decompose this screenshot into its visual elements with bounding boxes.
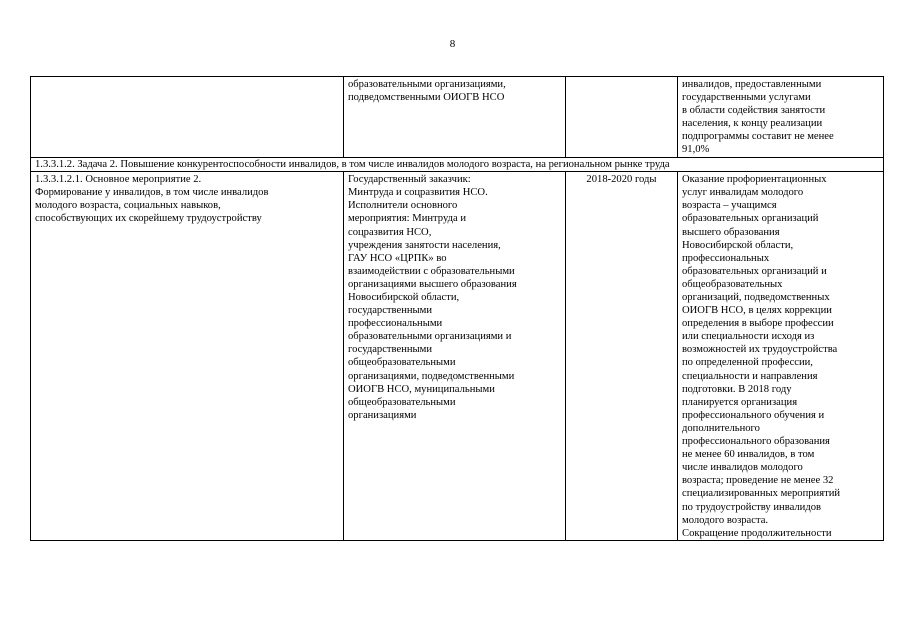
cell-line: образовательных организаций и (682, 265, 827, 277)
cell-line: дополнительного (682, 422, 760, 434)
cell-line: услуг инвалидам молодого (682, 187, 804, 199)
cell-line: профессионального образования (682, 436, 830, 448)
cell-line: возможностей их трудоустройства (682, 344, 838, 356)
cell-line: или специальности исходя из (682, 331, 815, 343)
program-table (30, 76, 884, 541)
cell-line: планируется организация (682, 396, 798, 408)
cell-line: 91,0% (682, 144, 710, 156)
cell-line: 1.3.3.1.2.1. Основное мероприятие 2. (35, 174, 202, 186)
cell-line: определения в выборе профессии (682, 318, 834, 330)
cell-line: организациями, подведомственными (348, 370, 515, 382)
cell-line: числе инвалидов молодого (682, 462, 803, 474)
table-cell-activity (31, 172, 344, 541)
cell-line: возраста – учащимся (682, 200, 777, 212)
cell-line: специализированных мероприятий (682, 488, 841, 500)
table-cell-result (678, 172, 884, 541)
cell-line: молодого возраста. (682, 514, 769, 526)
cell-line: государственными (348, 305, 433, 317)
cell-line: профессионального обучения и (682, 409, 825, 421)
table-row (31, 77, 884, 158)
cell-line: Минтруда и соцразвития НСО. (348, 187, 488, 199)
cell-line: по трудоустройству инвалидов (682, 501, 822, 513)
table-cell-executors (344, 77, 566, 158)
cell-line: организациями высшего образования (348, 278, 517, 290)
cell-line: Формирование у инвалидов, в том числе инвалидов (35, 187, 269, 199)
cell-line: в области содействия занятости (682, 105, 826, 117)
cell-line: государственными (348, 344, 433, 356)
cell-line: организациями (348, 409, 417, 421)
task-heading: 1.3.3.1.2. Задача 2. Повышение конкурентоспособности инвалидов, в том числе инвалидов молодого возраста, на региональном рынке труда (31, 157, 884, 172)
cell-line: ОИОГВ НСО, муниципальными (348, 383, 495, 395)
cell-line: подготовки. В 2018 году (682, 383, 792, 395)
cell-line: Новосибирской области, (682, 239, 794, 251)
cell-line: Государственный заказчик: (348, 174, 471, 186)
cell-line: общеобразовательными (348, 357, 456, 369)
cell-line: взаимодействии с образовательными (348, 265, 515, 277)
page-number: 8 (449, 38, 456, 50)
cell-line: по определенной профессии, (682, 357, 813, 369)
cell-line: молодого возраста, социальных навыков, (35, 200, 221, 212)
cell-line: соцразвития НСО, (348, 226, 432, 238)
cell-line: профессиональными (348, 318, 443, 330)
cell-line: учреждения занятости населения, (348, 239, 501, 251)
cell-line: подпрограммы составит не менее (682, 131, 834, 143)
cell-line: Новосибирской области, (348, 292, 460, 303)
cell-line: организаций, подведомственных (682, 292, 830, 303)
table-row (31, 172, 884, 541)
cell-line: общеобразовательными (348, 396, 456, 408)
cell-line: мероприятия: Минтруда и (348, 213, 466, 225)
cell-line: Исполнители основного (348, 200, 458, 212)
table-cell-period (566, 172, 678, 541)
cell-line: образовательными организациями и (348, 331, 512, 343)
cell-line: возраста; проведение не менее 32 (682, 475, 834, 487)
table-row-task (31, 157, 884, 172)
cell-line: Сокращение продолжительности (682, 527, 832, 539)
cell-line: профессиональных (682, 252, 770, 264)
table-cell-activity (31, 77, 344, 158)
cell-line: ОИОГВ НСО, в целях коррекции (682, 305, 832, 317)
cell-line: высшего образования (682, 226, 780, 238)
cell-line: образовательных организаций (682, 213, 819, 225)
cell-line: инвалидов, предоставленными (682, 79, 822, 90)
cell-line: подведомственными ОИОГВ НСО (348, 92, 505, 104)
cell-line: Оказание профориентационных (682, 174, 827, 186)
cell-line: не менее 60 инвалидов, в том (682, 449, 815, 461)
cell-line: государственными услугами (682, 92, 811, 104)
cell-line: населения, к концу реализации (682, 118, 823, 130)
table-cell-period (566, 77, 678, 158)
cell-line: общеобразовательных (682, 278, 783, 290)
cell-line: 2018-2020 годы (586, 174, 657, 186)
table-cell-executors (344, 172, 566, 541)
cell-line: способствующих их скорейшему трудоустройству (35, 213, 262, 225)
cell-line: ГАУ НСО «ЦРПК» во (348, 252, 447, 264)
cell-line: специальности и направления (682, 370, 818, 382)
table-cell-result (678, 77, 884, 158)
cell-line: образовательными организациями, (348, 79, 506, 90)
